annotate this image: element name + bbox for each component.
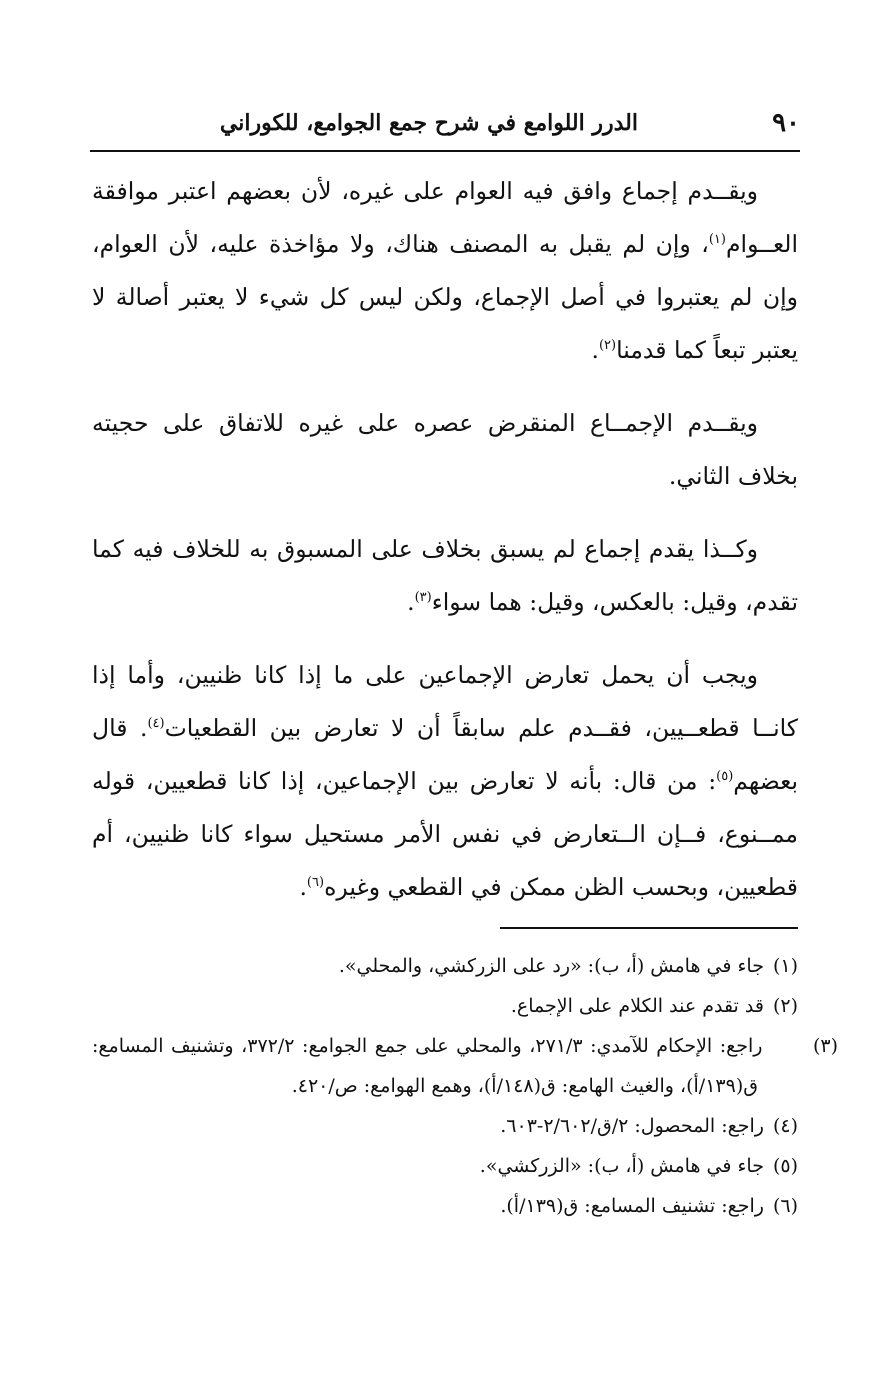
footnote-ref: (٤) (147, 716, 165, 732)
footnote-text: قد تقدم عند الكلام على الإجماع. (510, 995, 764, 1017)
footnote-number: (٢) (772, 995, 798, 1017)
paragraph-text: ويقــدم إجماع وافق فيه العوام على غيره، لأن بعضهم اعتبر موافقة العــوام$^{(١)}$، وإن لم يقبل به المصنف هناك، ولا مؤاخذة عليه، لأن العوام، وإن لم يعتبروا في أصل الإجماع، ولكن ليس كل شيء لا يعتبر أصالة لا يعتبر تبعاً كما قدمنا$^{(٢)}$. (92, 177, 798, 364)
header-rule (90, 150, 800, 152)
footnote-text: جاء في هامش (أ، ب): «رد على الزركشي، والمحلي». (338, 955, 764, 977)
footnote-ref: (٦) (306, 875, 325, 891)
paragraph (92, 165, 798, 377)
footnote-rule (500, 927, 798, 929)
paragraph-text: ويقــدم الإجمــاع المنقرض عصره على غيره للاتفاق على حجيته بخلاف الثاني. (92, 409, 798, 490)
footnote-number: (٦) (772, 1195, 798, 1217)
footnotes (92, 946, 838, 1226)
footnote-number: (٣) (812, 1035, 838, 1057)
running-title: الدرر اللوامع في شرح جمع الجوامع، للكوراني (219, 110, 638, 136)
footnote (92, 1186, 798, 1226)
paragraph-text: وكــذا يقدم إجماع لم يسبق بخلاف على المسبوق به للخلاف فيه كما تقدم، وقيل: بالعكس، وقيل: هما سواء$^{(٣)}$. (92, 535, 798, 616)
paragraph (92, 397, 798, 503)
footnote (92, 986, 798, 1026)
footnote (92, 1146, 798, 1186)
footnote-text: جاء في هامش (أ، ب): «الزركشي». (479, 1155, 764, 1177)
footnote-ref: (٥) (716, 769, 734, 785)
footnote (92, 946, 798, 986)
footnote-text: راجع: الإحكام للآمدي: ٢٧١/٣، والمحلي على جمع الجوامع: ٣٧٢/٢، وتشنيف المسامع: ق(١٣٩/أ)، والغيث الهامع: ق(١٤٨/أ)، وهمع الهوامع: ص/٤٢٠. (92, 1035, 763, 1097)
paragraph-text: ويجب أن يحمل تعارض الإجماعين على ما إذا كانا ظنيين، وأما إذا كانــا قطعــيين، فقــدم علم سابقاً أن لا تعارض بين القطعيات$^{(٤)}$. قال بعضهم$^{(٥)}$: من قال: بأنه لا تعارض بين الإجماعين، إذا كانا قطعيين، قوله ممــنوع، فــإن الــتعارض في نفس الأمر مستحيل سواء كانا ظنيين، أم قطعيين، وبحسب الظن ممكن في القطعي وغيره$^{(٦)}$. (92, 661, 798, 901)
footnote-text: راجع: المحصول: ٢/ق/٢/٦٠٢-٦٠٣. (500, 1115, 764, 1137)
footnote-ref: (٢) (598, 338, 617, 354)
footnote-ref: (٣) (414, 590, 432, 606)
footnote-number: (٥) (772, 1155, 798, 1177)
main-text (92, 165, 798, 934)
page-number: ٩٠ (772, 108, 800, 138)
page-header (90, 104, 800, 148)
footnote-number: (١) (772, 955, 798, 977)
footnote-text: راجع: تشنيف المسامع: ق(١٣٩/أ). (500, 1195, 764, 1217)
paragraph (92, 523, 798, 629)
footnote (92, 1106, 798, 1146)
footnote-ref: (١) (708, 232, 726, 248)
footnote-number: (٤) (772, 1115, 798, 1137)
footnote (92, 1026, 838, 1106)
paragraph (92, 649, 798, 914)
